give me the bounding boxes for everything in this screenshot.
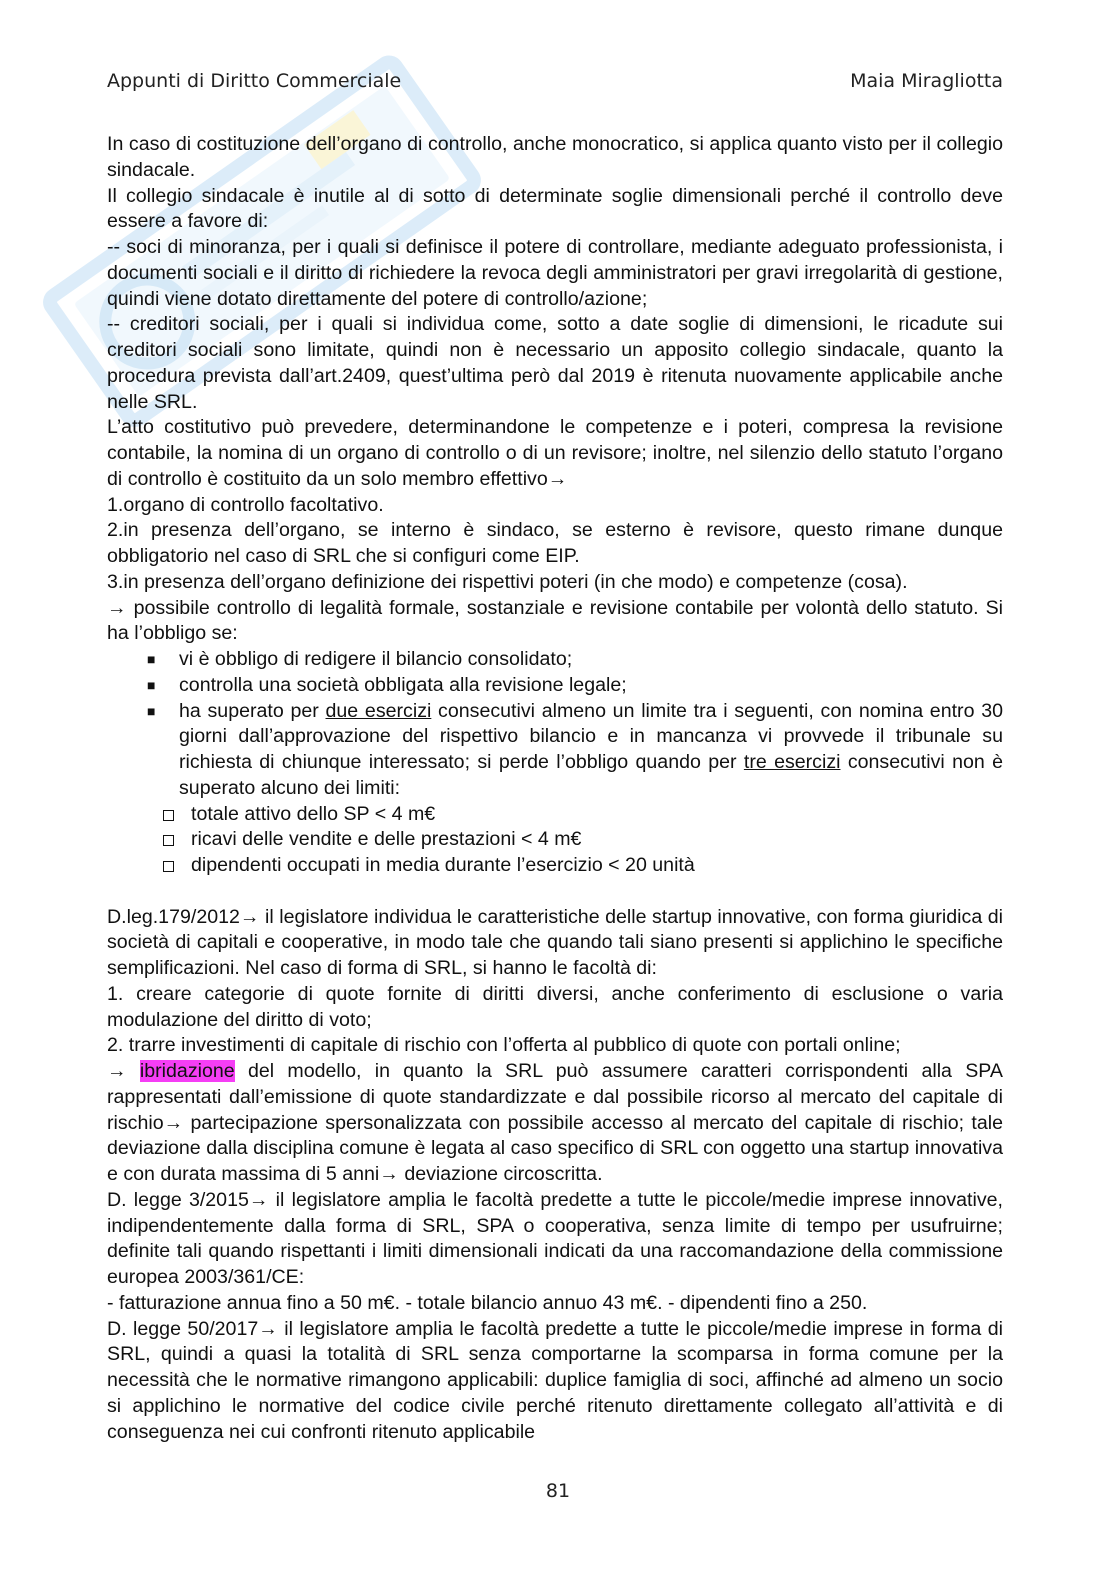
paragraph: -- creditori sociali, per i quali si individua come, sotto a date soglie di dimensioni, le ricadute sui creditori sociali sono limitate, quindi non è necessario un apposito collegio sindacale, quanto la procedura prevista dall’art.2409, quest’ultima però dal 2019 è ritenuta nuovamente applicabile anche nelle SRL. [107, 313, 1003, 413]
paragraph: In caso di costituzione dell’organo di controllo, anche monocratico, si applica quanto visto per il collegio sindacale. [107, 133, 1003, 181]
checkbox-square-icon [163, 810, 174, 821]
underlined-text: tre esercizi [743, 751, 841, 773]
paragraph: -- soci di minoranza, per i quali si definisce il potere di controllare, mediante adeguato professionista, i documenti sociali e il diritto di richiedere la revoca degli amministratori per gravi irregolarità di gestione, quindi viene dotato direttamente del potere di controllo/azione; [107, 236, 1003, 310]
bullet-item: ■ ha superato per due esercizi consecutivi almeno un limite tra i seguenti, con nomina entro 30 giorni dall’approvazione del rispettivo bilancio e in mancanza vi provvede il tribunale su richiesta di chiunque interessato; si perde l’obbligo quando per tre esercizi consecutivi non è superato alcuno dei limiti: [147, 699, 1004, 799]
paragraph: → ibridazione del modello, in quanto la SRL può assumere caratteri corrispondenti alla SPA rappresentati dall’emissione di quote standardizzate e dal possibile ricorso al mercato del capitale di rischio→ partecipazione spersonalizzata con possibile accesso al mercato del capitale di rischio; tale deviazione dalla disciplina comune è legata al caso specifico di SRL con oggetto una startup innovativa e con durata massima di 5 anni→ deviazione circoscritta. [107, 1060, 1003, 1185]
numbered-item: 2.in presenza dell’organo, se interno è sindaco, se esterno è revisore, questo rimane dunque obbligatorio nel caso di SRL che si configuri come EIP. [107, 519, 1003, 567]
numbered-item: 1.organo di controllo facoltativo. [107, 493, 384, 516]
bullet-square-icon: ■ [147, 702, 156, 719]
bullet-item: ■ controlla una società obbligata alla revisione legale; [107, 673, 1003, 699]
paragraph: D.leg.179/2012→ il legislatore individua le caratteristiche delle startup innovative, con forma giuridica di società di capitali e cooperative, in modo tale che quando tali siano presenti si applichino le specifiche semplificazioni. Nel caso di forma di SRL, si hanno le facoltà di: [107, 905, 1003, 979]
numbered-item: 2. trarre investimenti di capitale di rischio con l’offerta al pubblico di quote con portali online; [107, 1034, 901, 1057]
paragraph: L’atto costitutivo può prevedere, determinandone le competenze e i poteri, compresa la revisione contabile, la nomina di un organo di controllo o di un revisore; inoltre, nel silenzio dello statuto l’organo di controllo è costituito da un solo membro effettivo→ [107, 416, 1003, 490]
page-header [107, 66, 1003, 96]
body-text [107, 132, 1003, 1445]
checkbox-square-icon [163, 861, 174, 872]
paragraph: - fatturazione annua fino a 50 m€. - totale bilancio annuo 43 m€. - dipendenti fino a 250. [107, 1291, 868, 1314]
paragraph: Il collegio sindacale è inutile al di sotto di determinate soglie dimensionali perché il controllo deve essere a favore di: [107, 184, 1003, 233]
bullet-item: ■ vi è obbligo di redigere il bilancio consolidato; [107, 647, 1003, 673]
numbered-item: 1. creare categorie di quote fornite di diritti diversi, anche conferimento di esclusione o varia modulazione del diritto di voto; [107, 982, 1003, 1031]
paragraph: D. legge 50/2017→ il legislatore amplia le facoltà predette a tutte le piccole/medie imprese in forma di SRL, quindi a quasi la totalità di SRL senza comportarne la scomparsa in forma comune per la necessità che le normative rimangono applicabili: duplice famiglia di soci, affinché ad almeno un socio si applichino le normative del codice civile perché ritenuto direttamente collegato all’attività e di conseguenza nei cui confronti ritenuto applicabile [107, 1317, 1003, 1443]
header-course-title: Appunti di Diritto Commerciale [107, 70, 402, 92]
limit-item: ricavi delle vendite e delle prestazioni < 4 m€ [107, 827, 1003, 853]
bullet-square-icon: ■ [147, 676, 156, 693]
limit-item: totale attivo dello SP < 4 m€ [107, 802, 1003, 828]
paragraph: D. legge 3/2015→ il legislatore amplia le facoltà predette a tutte le piccole/medie imprese innovative, indipendentemente dalla forma di SRL, SPA o cooperativa, senza limite di tempo per usufruirne; definite tali quando rispettanti i limiti dimensionali indicati da una raccomandazione della commissione europea 2003/361/CE: [107, 1188, 1003, 1288]
page-number: 81 [545, 1480, 571, 1502]
header-author: Maia Miragliotta [850, 70, 1003, 92]
highlighted-term: ibridazione [139, 1060, 235, 1082]
underlined-text: due esercizi [325, 699, 432, 722]
paragraph: → possibile controllo di legalità formale, sostanziale e revisione contabile per volontà dello statuto. Si ha l’obbligo se: [107, 596, 1003, 645]
bullet-square-icon: ■ [147, 651, 156, 667]
checkbox-square-icon [163, 835, 174, 846]
limit-item: dipendenti occupati in media durante l’esercizio < 20 unità [107, 853, 1003, 879]
numbered-item: 3.in presenza dell’organo definizione dei rispettivi poteri (in che modo) e competenze (cosa). [107, 570, 908, 593]
